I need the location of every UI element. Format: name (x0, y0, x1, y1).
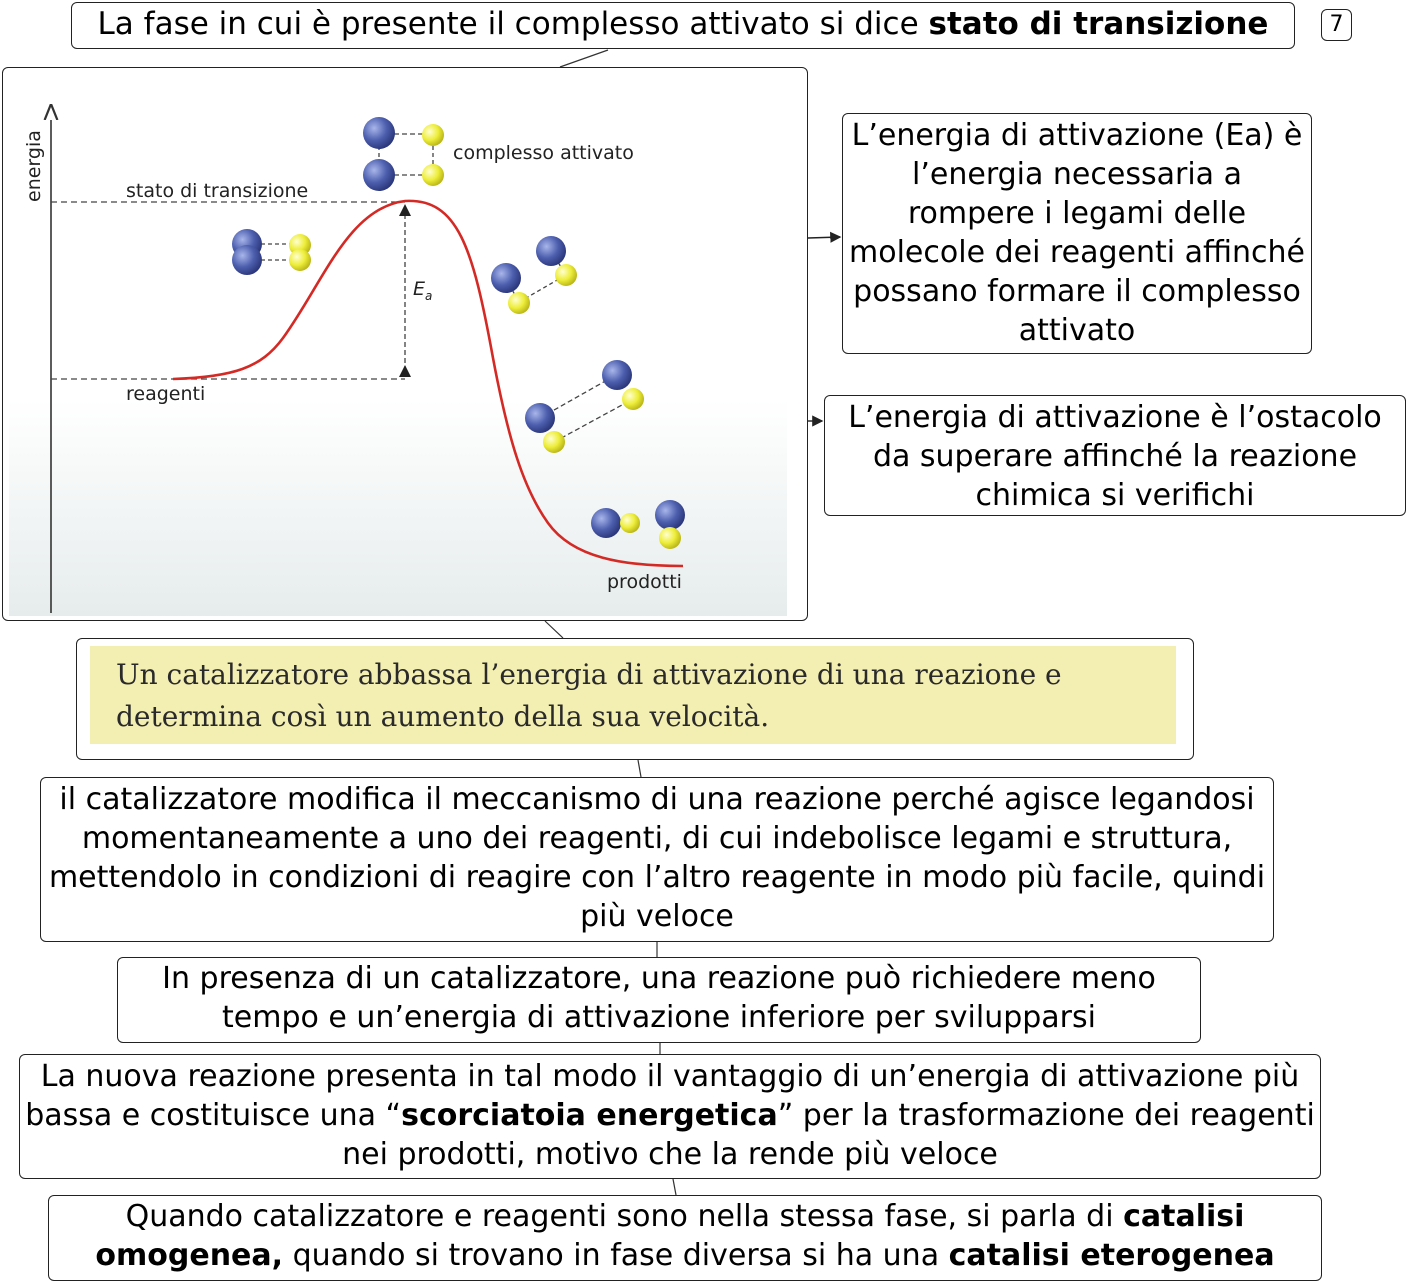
catalysis-bold-1: catalisi omogenea, (95, 1199, 1245, 1273)
label-complesso-attivato: complesso attivato (453, 142, 634, 164)
catalysis-text-2: quando si trovano in fase diversa si ha una (283, 1238, 949, 1273)
catalysis-text-1: Quando catalizzatore e reagenti sono nella stessa fase, si parla di (125, 1199, 1124, 1234)
title-bold: stato di transizione (928, 6, 1269, 42)
catalyst-definition-highlight (90, 646, 1176, 744)
ea-label: $E_a$ (413, 278, 433, 303)
catalysis-box (48, 1195, 1322, 1281)
axis-label-energia: energia (23, 130, 45, 202)
mechanism-text: il catalizzatore modifica il meccanismo di una reazione perché agisce legandosi momentaneamente a uno dei reagenti, di cui indebolisce legami e struttura, mettendolo in condizioni di reagire con l’altro reagente in modo più facile, quindi più veloce (48, 782, 1266, 934)
obstacle-box (824, 395, 1406, 516)
catalyst-definition-box (76, 638, 1194, 760)
connector-title-figure (560, 50, 608, 67)
label-stato-di-transizione: stato di transizione (126, 180, 309, 202)
catalyst-definition-text: Un catalizzatore abbassa l’energia di attivazione di una reazione e determina così un aumento della sua velocità. (116, 658, 1062, 733)
energy-diagram (2, 67, 808, 621)
ea-definition-text: L’energia di attivazione (Ea) è l’energia necessaria a rompere i legami delle molecole dei reagenti affinché possano formare il complesso attivato (849, 118, 1305, 348)
label-prodotti: prodotti (607, 571, 682, 593)
mechanism-box (40, 777, 1274, 942)
label-reagenti: reagenti (126, 383, 206, 405)
connector-figure-ea-box (808, 237, 840, 238)
presence-box (117, 957, 1201, 1043)
shortcut-text-before: La nuova reazione presenta in tal modo il vantaggio di un’energia di attivazione più bassa e costituisce una “ (25, 1059, 1300, 1133)
title-box (71, 2, 1295, 49)
ea-definition-box (842, 113, 1312, 354)
energy-diagram-svg (3, 68, 808, 621)
shortcut-box (19, 1054, 1321, 1179)
catalysis-bold-2: catalisi eterogenea (948, 1238, 1275, 1273)
connector-shortcut-catalysis (673, 1179, 676, 1195)
title-text: La fase in cui è presente il complesso attivato si dice (97, 6, 929, 42)
connector-quote-mechanism (638, 760, 641, 777)
page-number: 7 (1321, 9, 1352, 41)
connector-figure-quote (545, 621, 563, 638)
obstacle-text: L’energia di attivazione è l’ostacolo da superare affinché la reazione chimica si verifichi (848, 400, 1382, 513)
shortcut-text-after: ” per la trasformazione dei reagenti nei prodotti, motivo che la rende più veloce (342, 1098, 1315, 1172)
presence-text: In presenza di un catalizzatore, una reazione può richiedere meno tempo e un’energia di attivazione inferiore per svilupparsi (162, 961, 1156, 1035)
shortcut-bold: scorciatoia energetica (401, 1098, 778, 1133)
